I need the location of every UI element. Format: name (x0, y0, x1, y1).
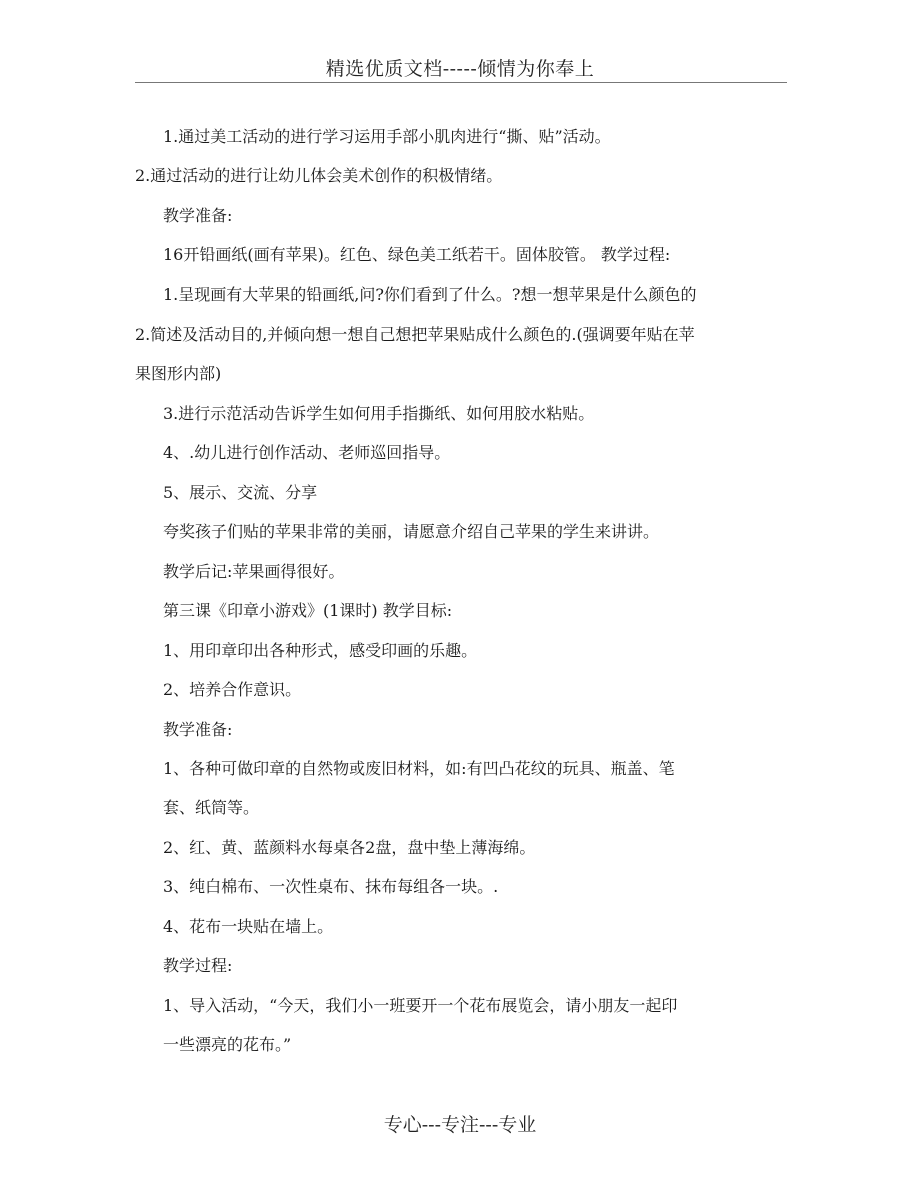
body-line: 教学准备: (163, 720, 233, 739)
body-line: 1.通过美工活动的进行学习运用手部小肌肉进行“撕、贴”活动。 (163, 127, 611, 146)
body-line: 一些漂亮的花布。” (163, 1035, 292, 1054)
body-line: 教学准备: (163, 206, 233, 225)
body-line: 1、导入活动，“今天，我们小一班要开一个花布展览会，请小朋友一起印 (163, 996, 678, 1015)
body-line: 2、红、黄、蓝颜料水每桌各2盘，盘中垫上薄海绵。 (163, 838, 536, 857)
body-line: 2、培养合作意识。 (163, 680, 302, 699)
body-line: 16开铅画纸(画有苹果)。红色、绿色美工纸若干。固体胶管。 教学过程: (163, 245, 671, 264)
body-line: 教学后记:苹果画得很好。 (163, 562, 345, 581)
lesson-title-line: 第三课《印章小游戏》(1课时) 教学目标: (163, 601, 453, 620)
body-line: 套、纸筒等。 (163, 798, 260, 817)
body-line: 2.简述及活动目的,并倾向想一想自己想把苹果贴成什么颜色的.(强调要年贴在苹 (135, 325, 695, 344)
page-header-title: 精选优质文档-----倾情为你奉上 (325, 58, 595, 80)
body-line: 4、.幼儿进行创作活动、老师巡回指导。 (163, 443, 451, 462)
body-line: 3.进行示范活动告诉学生如何用手指撕纸、如何用胶水粘贴。 (163, 404, 595, 423)
body-line: 2.通过活动的进行让幼儿体会美术创作的积极情绪。 (135, 166, 503, 185)
body-line: 5、展示、交流、分享 (163, 483, 318, 502)
page-footer: 专心---专注---专业 (383, 1114, 537, 1136)
body-line: 1、各种可做印章的自然物或废旧材料，如:有凹凸花纹的玩具、瓶盖、笔 (163, 759, 675, 778)
body-line: 4、花布一块贴在墙上。 (163, 917, 334, 936)
body-line: 教学过程: (163, 956, 233, 975)
body-line: 果图形内部) (135, 364, 222, 383)
body-line: 3、纯白棉布、一次性桌布、抹布每组各一块。. (163, 877, 499, 896)
body-line: 1、用印章印出各种形式，感受印画的乐趣。 (163, 641, 478, 660)
header-divider (135, 82, 787, 83)
body-line: 夸奖孩子们贴的苹果非常的美丽，请愿意介绍自己苹果的学生来讲讲。 (163, 522, 660, 541)
body-line: 1.呈现画有大苹果的铅画纸,问?你们看到了什么。?想一想苹果是什么颜色的 (163, 285, 697, 304)
